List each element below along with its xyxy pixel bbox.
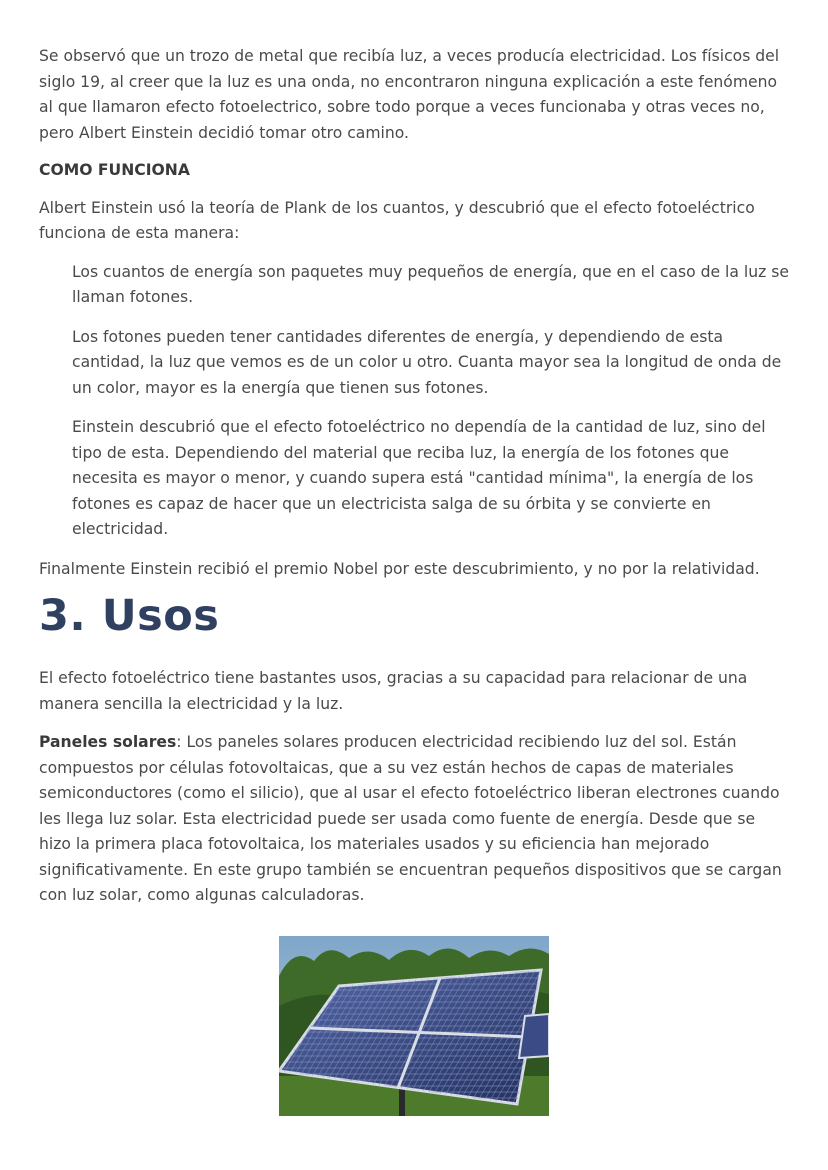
indented-paragraph-2: Los fotones pueden tener cantidades diferentes de energía, y dependiendo de esta cantidad, la luz que vemos es de un color u otro. Cuanta mayor sea la longitud de onda de un color, mayor es la energía que tienen sus fotones. bbox=[72, 327, 782, 397]
section-heading: COMO FUNCIONA bbox=[39, 161, 190, 179]
solar-panel-illustration bbox=[279, 936, 549, 1116]
solar-paragraph bbox=[39, 730, 791, 909]
solar-label: Paneles solares bbox=[39, 733, 177, 751]
indented-paragraph-1: Los cuantos de energía son paquetes muy pequeños de energía, que en el caso de la luz se llaman fotones. bbox=[72, 262, 789, 306]
intro-paragraph: Se observó que un trozo de metal que recibía luz, a veces producía electricidad. Los físicos del siglo 19, al creer que la luz es una onda, no encontraron ninguna explicación a este fenómeno al que llamaron efecto fotoelectrico, sobre todo porque a veces funcionaba y otras veces no, pero Albert Einstein decidió tomar otro camino. bbox=[39, 47, 780, 142]
document-body bbox=[39, 44, 791, 909]
solar-panel-image bbox=[279, 936, 549, 1116]
usos-intro-paragraph: El efecto fotoeléctrico tiene bastantes usos, gracias a su capacidad para relacionar de una manera sencilla la electricidad y la luz. bbox=[39, 669, 748, 713]
nobel-paragraph: Finalmente Einstein recibió el premio Nobel por este descubrimiento, y no por la relatividad. bbox=[39, 559, 760, 578]
indented-paragraph-3: Einstein descubrió que el efecto fotoeléctrico no dependía de la cantidad de luz, sino del tipo de esta. Dependiendo del material que reciba luz, la energía de los fotones que necesita es mayor o menor, y cuando supera está "cantidad mínima", la energía de los fotones es capaz de hacer que un electricista salga de su órbita y se convierte en electricidad. bbox=[72, 418, 766, 538]
usos-heading: 3. Usos bbox=[39, 591, 220, 641]
solar-text: : Los paneles solares producen electricidad recibiendo luz del sol. Están compuestos por células fotovoltaicas, que a su vez están hechos de capas de materiales semiconductores (como el silicio), que al usar el efecto fotoeléctrico liberan electrones cuando les llega luz solar. Esta electricidad puede ser usada como fuente de energía. Desde que se hizo la primera placa fotovoltaica, los materiales usados y su eficiencia han mejorado significativamente. En este grupo también se encuentran pequeños dispositivos que se cargan con luz solar, como algunas calculadoras. bbox=[39, 733, 782, 904]
how-intro-paragraph: Albert Einstein usó la teoría de Plank de los cuantos, y descubrió que el efecto fotoeléctrico funciona de esta manera: bbox=[39, 198, 755, 242]
